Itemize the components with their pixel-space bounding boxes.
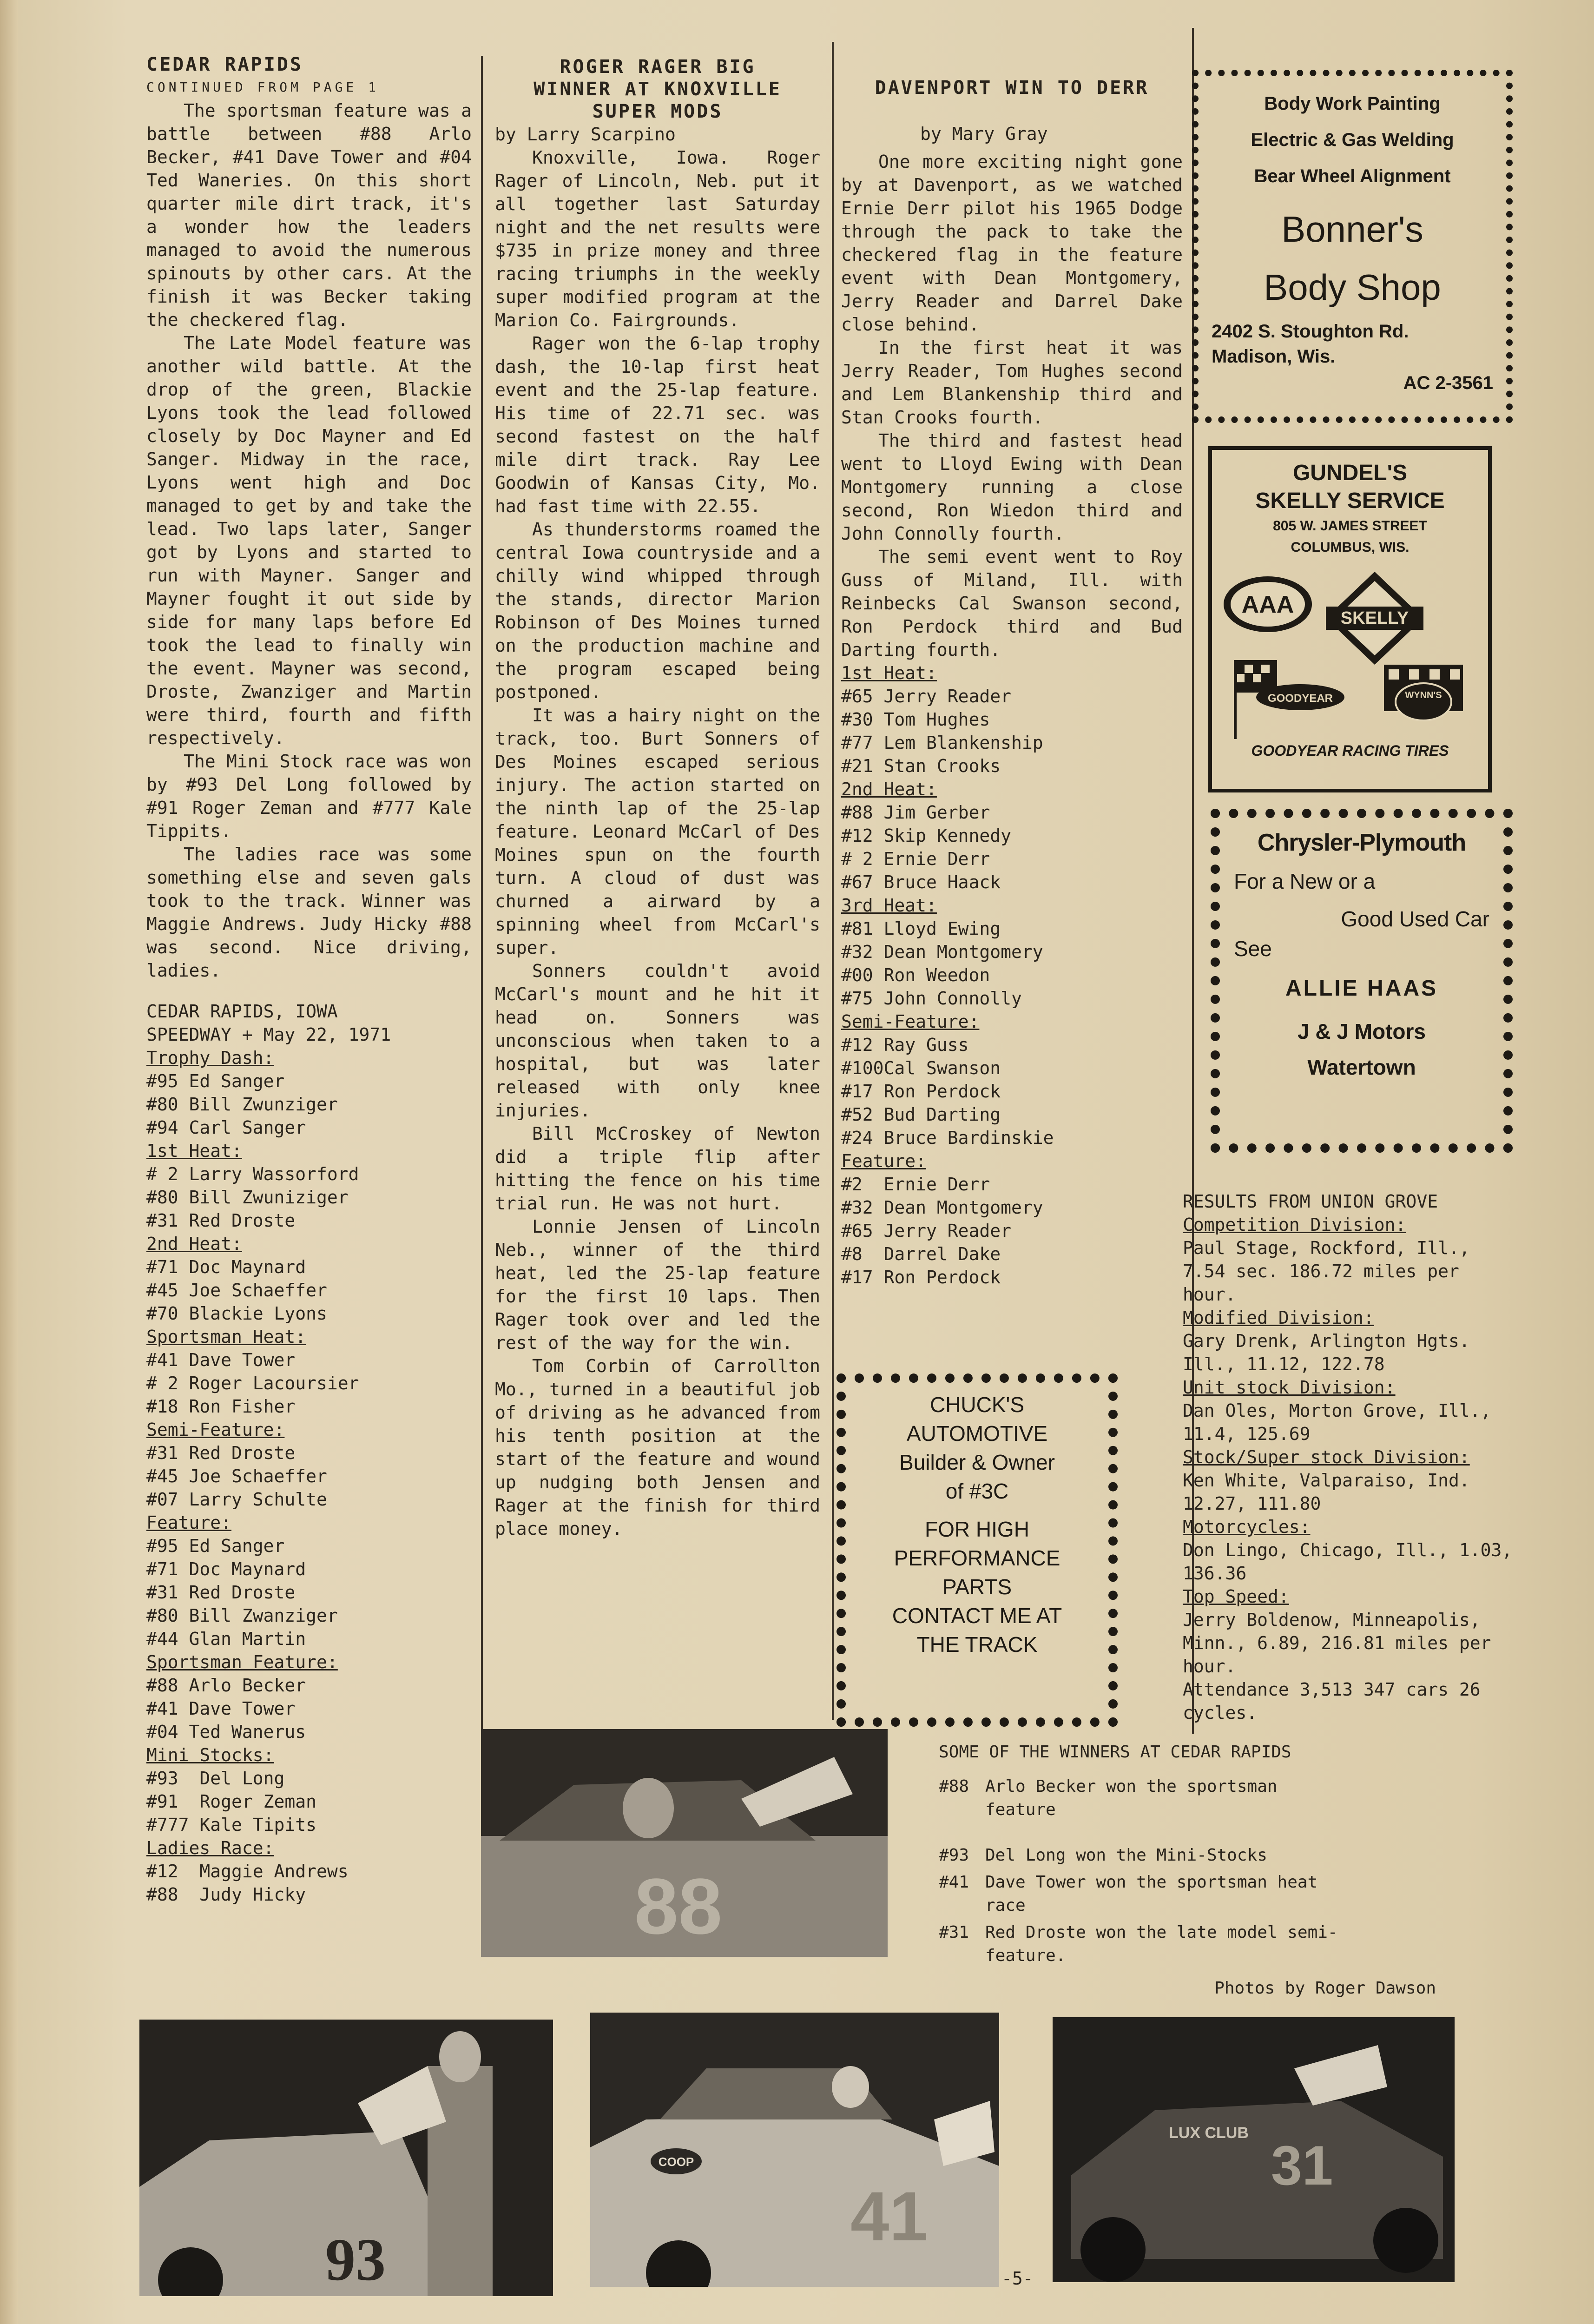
bonners-body-shop-ad <box>1192 70 1513 423</box>
result-row: #00 Ron Weedon <box>841 965 990 985</box>
chucks-line: FOR HIGH <box>925 1517 1029 1541</box>
result-row: #12 Skip Kennedy <box>841 825 1012 846</box>
result-heading: Sportsman Heat: <box>146 1327 306 1347</box>
caption-text: Arlo Becker won the sportsman feature <box>985 1777 1278 1819</box>
caption-item <box>939 1871 1543 1917</box>
chrysler-dealer: J & J Motors <box>1297 1019 1426 1043</box>
chrysler-line-1: For a New or a <box>1234 869 1376 893</box>
chucks-line: PARTS <box>942 1575 1012 1599</box>
chrysler-line-3: See <box>1234 937 1272 961</box>
result-heading: Mini Stocks: <box>146 1745 274 1765</box>
union-grove-result: Gary Drenk, Arlington Hgts. Ill., 11.12, 122.78 <box>1183 1331 1470 1374</box>
union-grove-results <box>1183 1190 1517 1724</box>
gundels-city: COLUMBUS, WIS. <box>1291 540 1410 555</box>
chrysler-city: Watertown <box>1307 1055 1416 1079</box>
union-grove-division: Motorcycles: <box>1183 1517 1311 1537</box>
chrysler-plymouth-ad <box>1211 809 1513 1153</box>
result-row: #31 Red Droste <box>146 1210 296 1231</box>
col2-paragraph: As thunderstorms roamed the central Iowa countryside and a chilly wind whipped through the stands, director Marion Robinson of Des Moines turned on the production machine and the program escaped being postponed. <box>495 519 820 702</box>
union-grove-result: Jerry Boldenow, Minneapolis, Minn., 6.89, 216.81 miles per hour. <box>1183 1610 1491 1677</box>
result-row: #32 Dean Montgomery <box>841 1197 1043 1218</box>
photo-car-93 <box>139 2020 553 2296</box>
davenport-article <box>841 77 1183 1289</box>
photo-93-image <box>139 2020 553 2296</box>
caption-text: Dave Tower won the sportsman heat race <box>985 1873 1318 1915</box>
result-row: #45 Joe Schaeffer <box>146 1280 327 1301</box>
davenport-results <box>841 661 1183 1289</box>
result-row: #80 Bill Zwuniziger <box>146 1187 349 1208</box>
result-row: #95 Ed Sanger <box>146 1536 285 1556</box>
chucks-text <box>855 1390 1099 1659</box>
result-row: #12 Maggie Andrews <box>146 1861 349 1882</box>
caption-item <box>939 1921 1543 1967</box>
result-heading: Semi-Feature: <box>841 1011 980 1032</box>
goodyear-flag-icon <box>1235 660 1344 739</box>
photo-41-image <box>590 2013 999 2287</box>
union-grove-result: Ken White, Valparaiso, Ind. 12.27, 111.80 <box>1183 1470 1470 1514</box>
result-row: # 2 Larry Wassorford <box>146 1164 359 1184</box>
result-row: #94 Carl Sanger <box>146 1117 306 1138</box>
result-row: #12 Ray Guss <box>841 1035 969 1055</box>
car-number-88: 88 <box>634 1862 723 1951</box>
page-fold-shadow <box>0 0 18 2324</box>
column-rule-2 <box>832 42 834 1720</box>
caption-item <box>939 1844 1543 1867</box>
result-row: #2 Ernie Derr <box>841 1174 990 1195</box>
cedar-rapids-results <box>146 1000 472 1906</box>
gundels-skelly-service: SKELLY SERVICE <box>1255 489 1445 513</box>
knoxville-headline-line1: ROGER RAGER BIG <box>560 56 756 78</box>
col3-paragraph: The third and fastest head went to Lloyd Ewing with Dean Montgomery running a close second, Ron Wiedon third and John Connolly fourth. <box>841 430 1183 544</box>
caption-car-number: #41 <box>939 1873 969 1892</box>
result-row: #31 Red Droste <box>146 1443 296 1463</box>
result-row: #45 Joe Schaeffer <box>146 1466 327 1486</box>
page-number: -5- <box>1001 2268 1034 2289</box>
col1-paragraph: The Mini Stock race was won by #93 Del Long followed by #91 Roger Zeman and #777 Kale Tippits. <box>146 751 472 841</box>
chucks-line: PERFORMANCE <box>894 1546 1060 1570</box>
photo-credit: Photos by Roger Dawson <box>1214 1979 1436 1998</box>
result-row: #18 Ron Fisher <box>146 1396 296 1417</box>
col1-paragraph: The ladies race was some something else and seven gals took to the track. Winner was Maggie Andrews. Judy Hicky #88 was second. Nice driving, ladies. <box>146 844 472 981</box>
davenport-body <box>841 150 1183 661</box>
knoxville-article <box>495 56 820 1540</box>
chucks-line: CHUCK'S <box>929 1393 1025 1417</box>
cedar-rapids-article <box>146 53 472 1906</box>
cedar-rapids-body <box>146 99 472 982</box>
result-row: #32 Dean Montgomery <box>841 942 1043 962</box>
chucks-line: THE TRACK <box>916 1632 1038 1657</box>
knoxville-headline-line3: SUPER MODS <box>592 101 723 122</box>
result-heading: Feature: <box>841 1151 927 1171</box>
col2-paragraph: Knoxville, Iowa. Roger Rager of Lincoln, Neb. put it all together last Saturday night and the net results were $735 in prize money and three racing triumphs in the weekly super modified program at the Marion Co. Fairgrounds. <box>495 147 820 330</box>
gundels-skelly-ad <box>1208 446 1492 792</box>
aaa-text: AAA <box>1241 591 1294 618</box>
union-grove-division: Unit stock Division: <box>1183 1377 1396 1398</box>
caption-text: Del Long won the Mini-Stocks <box>985 1846 1267 1865</box>
chucks-line <box>855 1505 1099 1515</box>
photo-car-41 <box>590 2013 999 2287</box>
result-heading: Semi-Feature: <box>146 1419 285 1440</box>
col3-paragraph: One more exciting night gone by at Davenport, as we watched Ernie Derr pilot his 1965 Dodge through the pack to take the checkered flag in the feature event with Dean Montgomery, Jerry Reader and Darrel Dake close behind. <box>841 152 1183 335</box>
union-grove-result: Paul Stage, Rockford, Ill., 7.54 sec. 186.72 miles per hour. <box>1183 1238 1470 1305</box>
result-row: #07 Larry Schulte <box>146 1489 327 1510</box>
caption-car-number: #31 <box>939 1923 969 1942</box>
col2-paragraph: Bill McCroskey of Newton did a triple flip after hitting the fence on his time trial run. He was not hurt. <box>495 1123 820 1214</box>
union-grove-title: RESULTS FROM UNION GROVE <box>1183 1191 1438 1212</box>
knoxville-headline-line2: WINNER AT KNOXVILLE <box>534 79 782 100</box>
continued-note: CONTINUED FROM PAGE 1 <box>146 79 380 95</box>
result-row: #8 Darrel Dake <box>841 1244 1001 1264</box>
result-heading: 1st Heat: <box>146 1141 242 1161</box>
captions-list <box>939 1775 1543 1967</box>
bonners-service-2: Electric & Gas Welding <box>1251 130 1454 150</box>
result-row: #80 Bill Zwanziger <box>146 1605 338 1626</box>
cedar-rapids-results-list <box>146 1046 472 1906</box>
bonners-service-1: Body Work Painting <box>1264 93 1441 114</box>
result-row: #81 Lloyd Ewing <box>841 918 1001 939</box>
result-row: #777 Kale Tipits <box>146 1815 317 1835</box>
col2-paragraph: Sonners couldn't avoid McCarl's mount and he hit it head on. Sonners was unconscious when taken to a hospital, but was later released with only knee injuries. <box>495 961 820 1121</box>
result-row: #24 Bruce Bardinskie <box>841 1128 1054 1148</box>
bonners-address: 2402 S. Stoughton Rd. <box>1212 321 1409 342</box>
result-row: #65 Jerry Reader <box>841 686 1012 706</box>
knoxville-byline: by Larry Scarpino <box>495 124 676 145</box>
car-number-41: 41 <box>850 2177 928 2255</box>
result-heading: Trophy Dash: <box>146 1048 274 1068</box>
result-row: #71 Doc Maynard <box>146 1257 306 1277</box>
result-heading: Sportsman Feature: <box>146 1652 338 1672</box>
result-row: #41 Dave Tower <box>146 1698 296 1719</box>
skelly-text: SKELLY <box>1340 608 1409 628</box>
car-number-93: 93 <box>325 2226 386 2293</box>
davenport-headline: DAVENPORT WIN TO DERR <box>875 77 1149 99</box>
caption-item <box>939 1775 1543 1822</box>
union-grove-division: Competition Division: <box>1183 1215 1406 1235</box>
chucks-line: Builder & Owner <box>899 1450 1055 1474</box>
result-row: # 2 Ernie Derr <box>841 849 990 869</box>
chrysler-brand: Chrysler-Plymouth <box>1257 829 1466 856</box>
photo-car-88 <box>481 1729 888 1957</box>
gundels-name: GUNDEL'S <box>1292 461 1408 485</box>
result-heading: Feature: <box>146 1512 232 1533</box>
bonners-city: Madison, Wis. <box>1212 346 1336 367</box>
result-row: #93 Del Long <box>146 1768 285 1789</box>
wynns-flag-icon <box>1384 665 1463 720</box>
chucks-line: CONTACT ME AT <box>892 1604 1062 1628</box>
gundels-logos <box>1221 558 1482 744</box>
chrysler-line-2: Good Used Car <box>1341 907 1489 931</box>
result-row: #91 Roger Zeman <box>146 1791 317 1812</box>
davenport-byline: by Mary Gray <box>920 124 1048 144</box>
photo-31-image <box>1053 2017 1455 2282</box>
union-grove-result: Dan Oles, Morton Grove, Ill., 11.4, 125.69 <box>1183 1400 1491 1444</box>
result-row: #65 Jerry Reader <box>841 1221 1012 1241</box>
union-grove-division: Modified Division: <box>1183 1307 1374 1328</box>
captions-title: SOME OF THE WINNERS AT CEDAR RAPIDS <box>939 1743 1291 1762</box>
caption-car-number: #93 <box>939 1846 969 1865</box>
result-row: #88 Jim Gerber <box>841 802 990 823</box>
bonners-service-3: Bear Wheel Alignment <box>1254 166 1451 186</box>
results-intro-1: CEDAR RAPIDS, IOWA <box>146 1001 338 1022</box>
result-row: #70 Blackie Lyons <box>146 1303 327 1324</box>
photo-88-image <box>481 1729 888 1957</box>
coop-decal: COOP <box>658 2155 694 2169</box>
caption-text: Red Droste won the late model semi-feature. <box>985 1923 1338 1965</box>
results-intro-2: SPEEDWAY + May 22, 1971 <box>146 1024 391 1045</box>
col2-paragraph: Tom Corbin of Carrollton Mo., turned in a beautiful job of driving as he advanced from his tenth position at the start of the feature and wound up nudging both Jensen and Rager at the finish for third place money. <box>495 1356 820 1539</box>
chucks-line: of #3C <box>945 1479 1009 1503</box>
bonners-name-2: Body Shop <box>1264 267 1441 308</box>
bonners-name-1: Bonner's <box>1281 209 1423 250</box>
col3-paragraph: In the first heat it was Jerry Reader, Tom Hughes second and Lem Blankenship third and Stan Crooks fourth. <box>841 337 1183 428</box>
union-grove-division: Stock/Super stock Division: <box>1183 1447 1470 1467</box>
result-heading: 1st Heat: <box>841 663 937 683</box>
aaa-logo-icon <box>1224 576 1312 632</box>
result-heading: 2nd Heat: <box>841 779 937 799</box>
chucks-line: AUTOMOTIVE <box>906 1421 1048 1446</box>
result-row: #95 Ed Sanger <box>146 1071 285 1091</box>
photo-car-31 <box>1053 2017 1455 2282</box>
wynns-text: WYNN'S <box>1405 690 1442 700</box>
result-row: #30 Tom Hughes <box>841 709 990 730</box>
col2-paragraph: Lonnie Jensen of Lincoln Neb., winner of the third heat, led the 25-lap feature for the first 10 laps. Then Rager took over and led the rest of the way for the win. <box>495 1216 820 1353</box>
cedar-rapids-headline: CEDAR RAPIDS <box>146 54 303 75</box>
col2-paragraph: Rager won the 6-lap trophy dash, the 10-lap first heat event and the 25-lap feature. His time of 22.71 sec. was second fastest on the half mile dirt track. Ray Lee Goodwin of Kansas City, Mo. had fast time with 22.55. <box>495 333 820 516</box>
chucks-automotive-ad <box>837 1373 1118 1727</box>
union-grove-division: Top Speed: <box>1183 1586 1289 1607</box>
result-row: #88 Arlo Becker <box>146 1675 306 1696</box>
col2-paragraph: It was a hairy night on the track, too. Burt Sonners of Des Moines escaped serious injury. The action started on the ninth lap of the 25-lap feature. Leonard McCarl of Des Moines spun on the fourth turn. A cloud of dust was churned a airward by a spinning wheel from McCarl's super. <box>495 705 820 958</box>
union-grove-attendance: Attendance 3,513 347 cars 26 cycles. <box>1183 1679 1481 1723</box>
column-rule-1 <box>481 56 483 1729</box>
winners-captions <box>939 1741 1543 2000</box>
gundels-address: 805 W. JAMES STREET <box>1273 518 1427 534</box>
result-row: #100Cal Swanson <box>841 1058 1001 1078</box>
result-row: #21 Stan Crooks <box>841 756 1001 776</box>
chrysler-salesman: ALLIE HAAS <box>1285 976 1438 1001</box>
result-row: #67 Bruce Haack <box>841 872 1001 892</box>
result-row: #75 John Connolly <box>841 988 1022 1009</box>
knoxville-body <box>495 146 820 1540</box>
car-number-31: 31 <box>1271 2134 1333 2197</box>
knoxville-headline <box>495 56 820 123</box>
result-heading: 2nd Heat: <box>146 1234 242 1254</box>
gundels-tagline: GOODYEAR RACING TIRES <box>1251 742 1449 759</box>
result-row: #71 Doc Maynard <box>146 1559 306 1579</box>
result-row: #52 Bud Darting <box>841 1104 1001 1125</box>
caption-car-number: #88 <box>939 1777 969 1796</box>
col3-paragraph: The semi event went to Roy Guss of Miland, Ill. with Reinbecks Cal Swanson second, Ron Perdock third and Bud Darting fourth. <box>841 547 1183 660</box>
union-grove-result: Don Lingo, Chicago, Ill., 1.03, 136.36 <box>1183 1540 1513 1584</box>
result-heading: 3rd Heat: <box>841 895 937 916</box>
result-row: #04 Ted Wanerus <box>146 1722 306 1742</box>
col1-paragraph: The sportsman feature was a battle between #88 Arlo Becker, #41 Dave Tower and #04 Ted Waneries. On this short quarter mile dirt track, it's a wonder how the leaders managed to avoid the numerous spinouts by other cars. At the finish it was Becker taking the checkered flag. <box>146 100 472 330</box>
result-row: #80 Bill Zwunziger <box>146 1094 338 1115</box>
bonners-phone: AC 2-3561 <box>1403 373 1493 393</box>
result-row: #31 Red Droste <box>146 1582 296 1603</box>
union-grove-blocks <box>1183 1213 1517 1678</box>
col1-paragraph: The Late Model feature was another wild battle. At the drop of the green, Blackie Lyons took the lead followed closely by Doc Mayner and Ed Sanger. Midway in the race, Lyons went high and Doc managed to get by and take the lead. Two laps later, Sanger got by Lyons and started to run with Mayner. Sanger and Mayner fought it out side by side for many laps before Ed took the lead to finally win the event. Mayner was second, Droste, Zwanziger and Martin were third, fourth and fifth respectively. <box>146 333 472 748</box>
result-row: #77 Lem Blankenship <box>841 733 1043 753</box>
result-row: #17 Ron Perdock <box>841 1267 1001 1287</box>
lux-club-decal: LUX CLUB <box>1169 2124 1249 2142</box>
skelly-logo-icon <box>1326 572 1423 665</box>
goodyear-text: GOODYEAR <box>1267 692 1333 705</box>
result-heading: Ladies Race: <box>146 1838 274 1858</box>
result-row: #44 Glan Martin <box>146 1629 306 1649</box>
result-row: #88 Judy Hicky <box>146 1884 306 1905</box>
result-row: #41 Dave Tower <box>146 1350 296 1370</box>
result-row: # 2 Roger Lacoursier <box>146 1373 359 1393</box>
result-row: #17 Ron Perdock <box>841 1081 1001 1102</box>
